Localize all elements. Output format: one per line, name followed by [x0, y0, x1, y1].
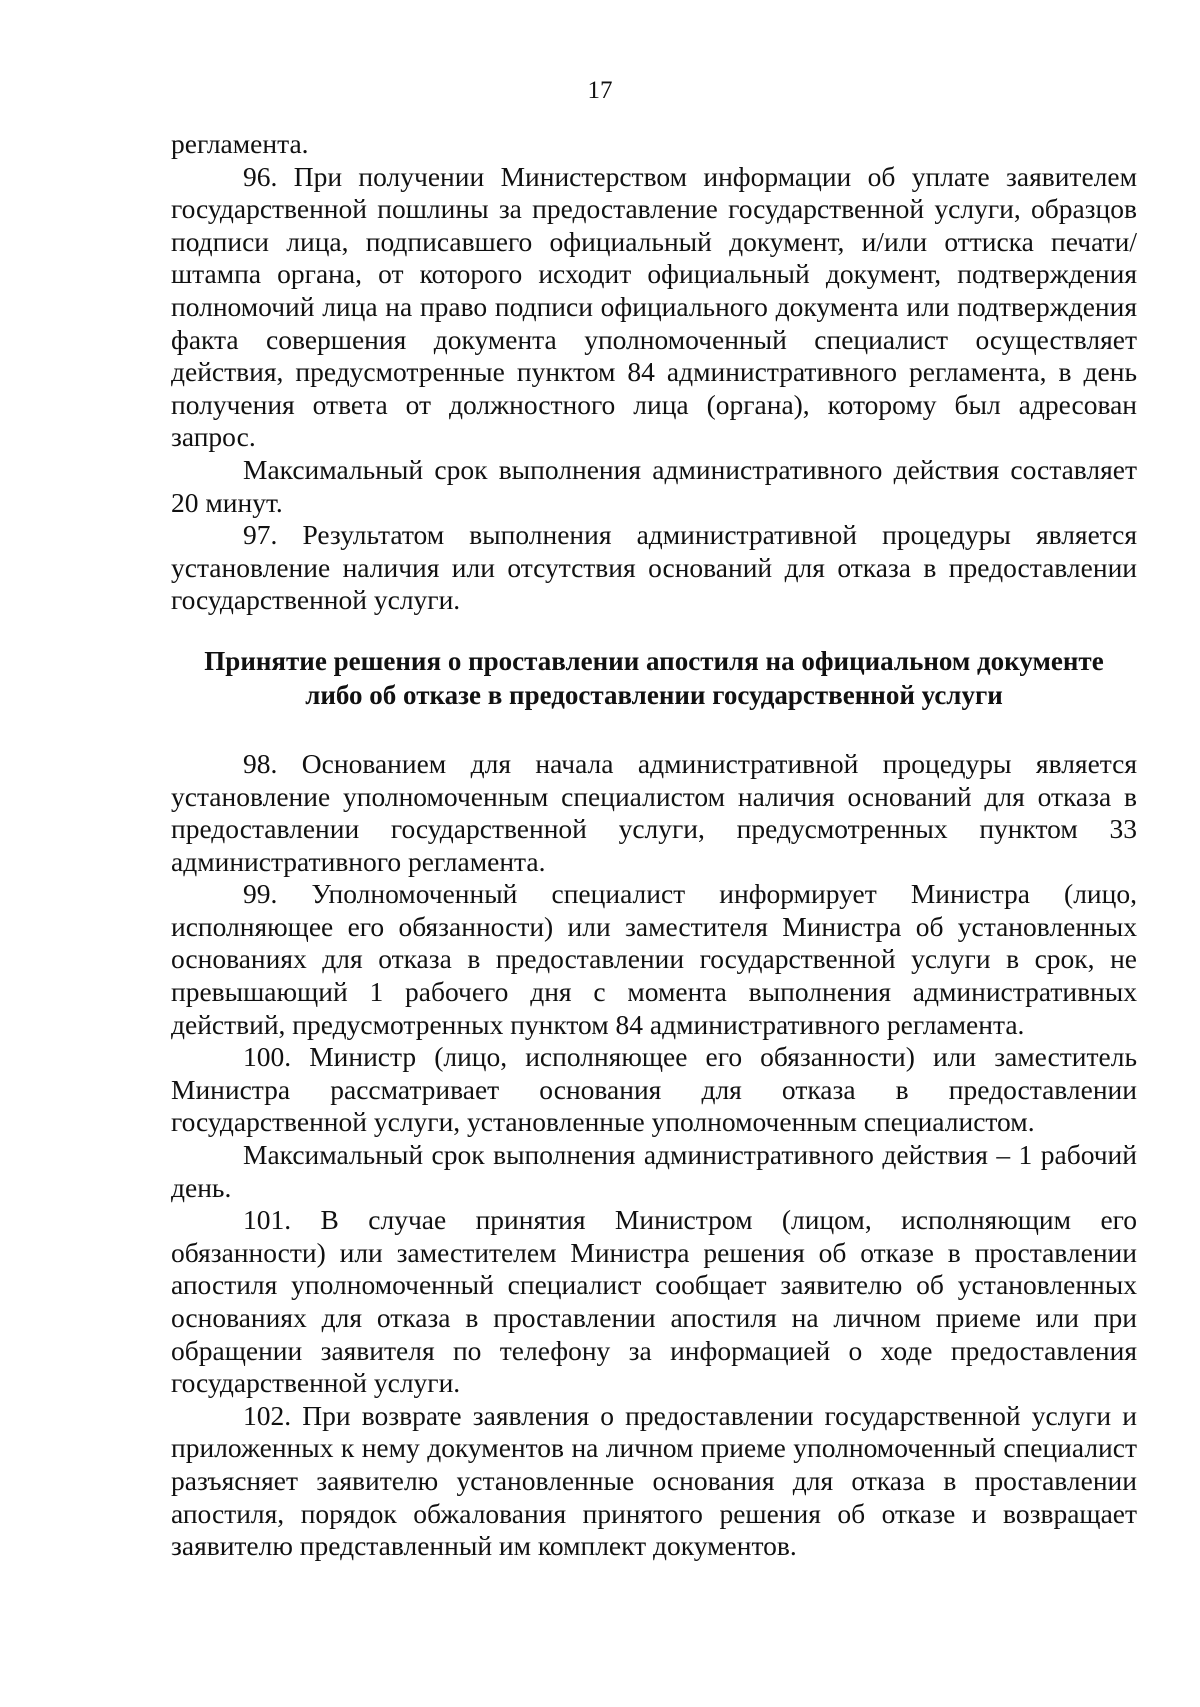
- paragraph-98: 98. Основанием для начала административной процедуры является установление уполномоченным специалистом наличия оснований для отказа в предоставлении государственной услуги, предусмотренных пунктом 33 административного регламента.: [171, 747, 1137, 877]
- section-heading-line-2: либо об отказе в предоставлении государственной услуги: [305, 679, 1003, 710]
- paragraph-97: 97. Результатом выполнения административной процедуры является установление наличия или отсутствия оснований для отказа в предоставлении государственной услуги.: [171, 519, 1137, 616]
- section-heading: [171, 644, 1137, 712]
- paragraph-99: 99. Уполномоченный специалист информирует Министра (лицо, исполняющее его обязанности) или заместителя Министра об установленных основаниях для отказа в предоставлении государственной услуги в срок, не превышающий 1 рабочего дня с момента выполнения административных действий, предусмотренных пунктом 84 административного регламента.: [171, 878, 1137, 1040]
- paragraph-101: 101. В случае принятия Министром (лицом, исполняющим его обязанности) или заместителем Министра решения об отказе в проставлении апостиля уполномоченный специалист сообщает заявителю об установленных основаниях для отказа в проставлении апостиля на личном приеме или при обращении заявителя по телефону за информацией о ходе предоставления государственной услуги.: [171, 1204, 1137, 1399]
- paragraph-time-limit: Максимальный срок выполнения административного действия составляет 20 минут.: [171, 453, 1137, 518]
- paragraph-100: 100. Министр (лицо, исполняющее его обязанности) или заместитель Министра рассматривает основания для отказа в предоставлении государственной услуги, установленные уполномоченным специалистом.: [171, 1041, 1137, 1138]
- page-number: 17: [587, 77, 613, 104]
- paragraph-96: 96. При получении Министерством информации об уплате заявителем государственной пошлины за предоставление государственной услуги, образцов подписи лица, подписавшего официальный документ, и/или оттиска печати/штампа органа, от которого исходит официальный документ, подтверждения полномочий лица на право подписи официального документа или подтверждения факта совершения документа уполномоченный специалист осуществляет действия, предусмотренные пунктом 84 административного регламента, в день получения ответа от должностного лица (органа), которому был адресован запрос.: [171, 160, 1137, 453]
- document-body: [171, 128, 1137, 1563]
- paragraph: регламента.: [171, 128, 309, 159]
- paragraph-time-limit-2: Максимальный срок выполнения административного действия – 1 рабочий день.: [171, 1139, 1137, 1203]
- section-heading-line-1: Принятие решения о проставлении апостиля на официальном документе: [204, 645, 1104, 676]
- paragraph-102: 102. При возврате заявления о предоставлении государственной услуги и приложенных к нему документов на личном приеме уполномоченный специалист разъясняет заявителю установленные основания для отказа в проставлении апостиля, порядок обжалования принятого решения об отказе и возвращает заявителю представленный им комплект документов.: [171, 1399, 1137, 1562]
